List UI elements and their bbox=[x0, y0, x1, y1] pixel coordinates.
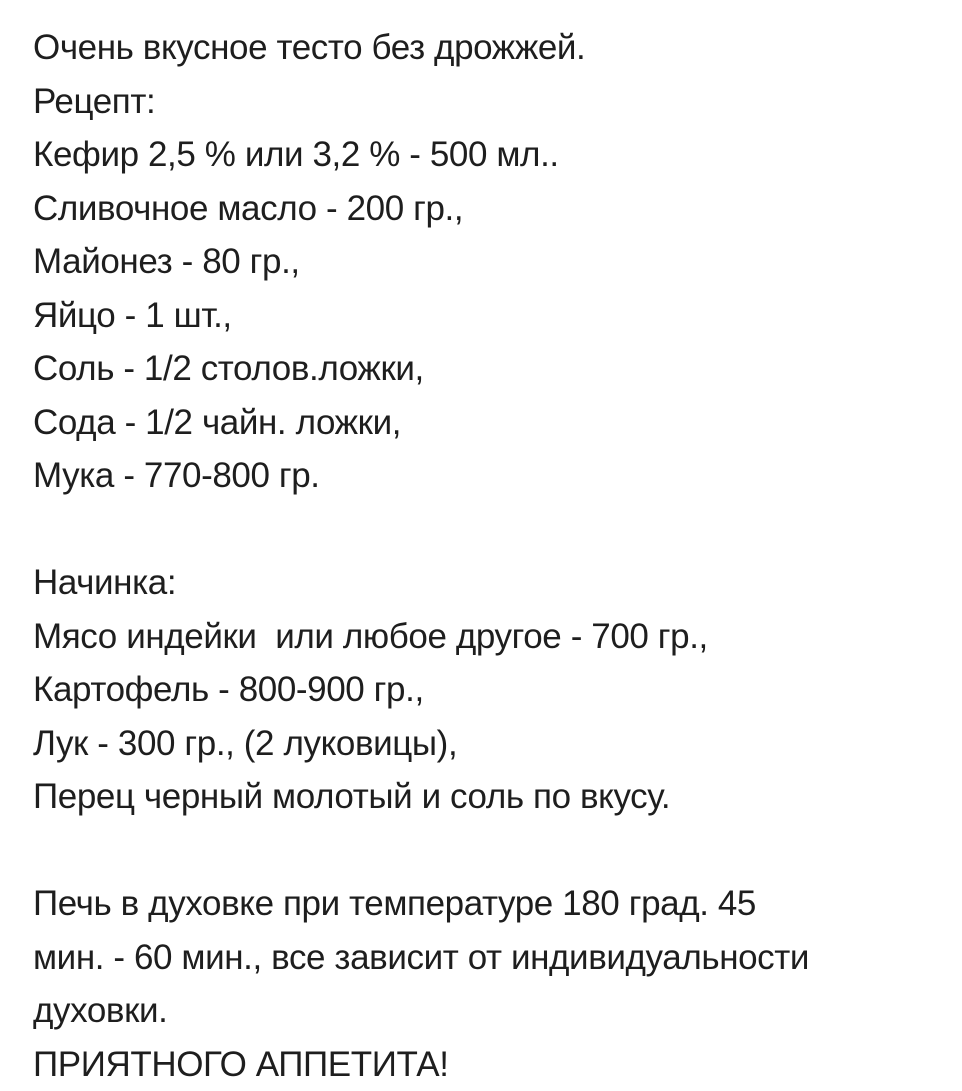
dough-ingredient: Соль - 1/2 столов.ложки, bbox=[33, 342, 948, 396]
instruction-line: духовки. bbox=[33, 984, 948, 1038]
dough-ingredient: Яйцо - 1 шт., bbox=[33, 289, 948, 343]
filling-ingredient: Мясо индейки или любое другое - 700 гр., bbox=[33, 610, 948, 664]
paragraph-gap bbox=[33, 824, 948, 878]
filling-header: Начинка: bbox=[33, 556, 948, 610]
closing-line: ПРИЯТНОГО АППЕТИТА! bbox=[33, 1038, 948, 1091]
dough-ingredient: Мука - 770-800 гр. bbox=[33, 449, 948, 503]
filling-ingredient: Перец черный молотый и соль по вкусу. bbox=[33, 770, 948, 824]
dough-ingredient: Майонез - 80 гр., bbox=[33, 235, 948, 289]
recipe-header: Рецепт: bbox=[33, 75, 948, 129]
instruction-line: Печь в духовке при температуре 180 град. 45 bbox=[33, 877, 948, 931]
filling-ingredient: Лук - 300 гр., (2 луковицы), bbox=[33, 717, 948, 771]
dough-ingredient: Кефир 2,5 % или 3,2 % - 500 мл.. bbox=[33, 128, 948, 182]
dough-ingredient: Сода - 1/2 чайн. ложки, bbox=[33, 396, 948, 450]
recipe-text bbox=[33, 21, 948, 1091]
filling-ingredient: Картофель - 800-900 гр., bbox=[33, 663, 948, 717]
recipe-title: Очень вкусное тесто без дрожжей. bbox=[33, 21, 948, 75]
paragraph-gap bbox=[33, 503, 948, 557]
dough-ingredient: Сливочное масло - 200 гр., bbox=[33, 182, 948, 236]
instruction-line: мин. - 60 мин., все зависит от индивидуальности bbox=[33, 931, 948, 985]
